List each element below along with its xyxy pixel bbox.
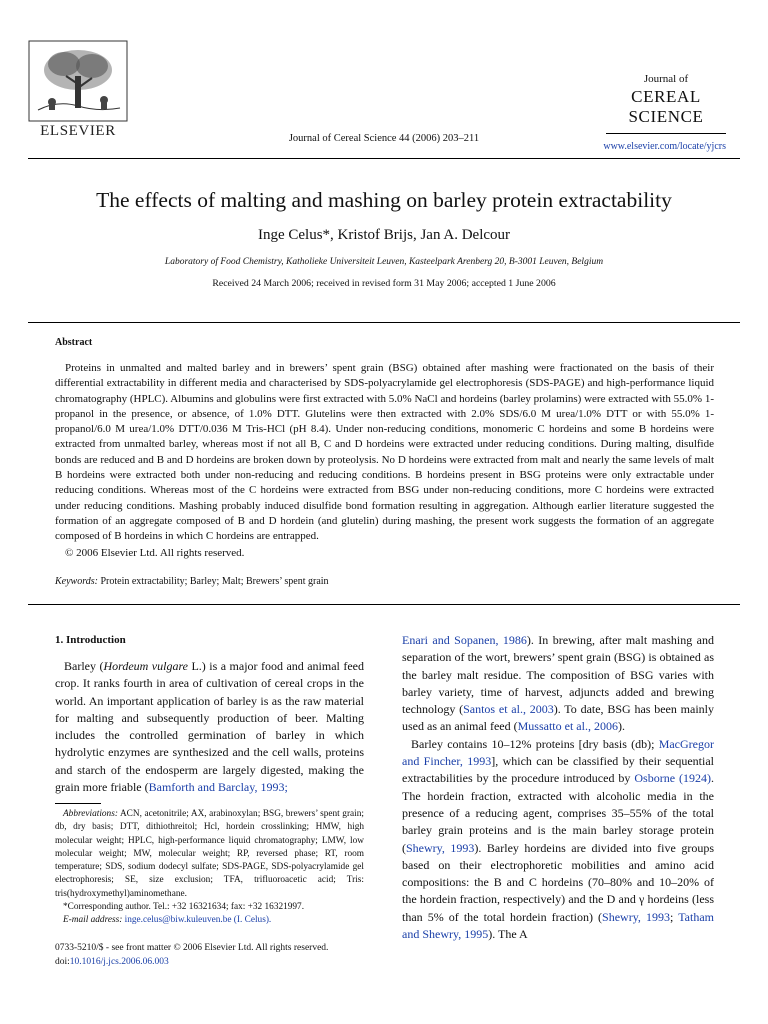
author-affiliation: Laboratory of Food Chemistry, Katholieke Universiteit Leuven, Kasteelpark Arenberg 20, B-3001 Leuven, Belgium	[164, 257, 604, 267]
right-paragraph-2	[402, 736, 714, 944]
body-text: ). Barley hordeins are divided into five groups based on their electrophoretic mobilities and amino acid compositions: the B and C hordeins (70–80% and 10–20% of the hordein fraction, respectively) and the D and γ hordeins (less than 5% of the total hordein fraction) (	[402, 840, 714, 924]
body-text: ). In brewing, after malt mashing and separation of the wort, brewers’ spent grain (BSG) is obtained as the barley malt residue. The composition of BSG varies with barley variety, time of harvest, adjuncts added and brewing technology (	[402, 633, 714, 717]
journal-of-label: Journal of	[643, 73, 689, 85]
abbreviations-footnote	[55, 808, 364, 901]
journal-logo-rule	[606, 133, 726, 134]
citation-link[interactable]: Tatham and Shewry, 1995	[402, 909, 714, 942]
doi-label: doi:	[55, 957, 70, 967]
front-matter	[55, 941, 328, 969]
abstract-bottom-rule	[28, 604, 740, 605]
right-paragraph-1	[402, 632, 714, 736]
species-name: Hordeum vulgare	[103, 659, 189, 673]
abstract-heading: Abstract	[55, 337, 93, 348]
body-text: ;	[670, 909, 679, 924]
footnotes	[55, 808, 364, 928]
abbreviations-label: Abbreviations:	[63, 809, 118, 819]
email-label: E-mail address:	[63, 915, 123, 926]
citation-link[interactable]: Santos et al., 2003	[463, 702, 554, 717]
citation-link[interactable]: Enari and Sopanen, 1986	[402, 633, 527, 647]
intro-paragraph	[55, 658, 364, 796]
body-text: . The hordein fraction, extracted with alcoholic media in the presence of a reducing agent, comprises 35–55% of the total barley grain proteins and is the main barley storage protein (	[402, 771, 714, 855]
body-text: Barley contains 10–12% proteins [dry basis (db);	[411, 736, 659, 751]
header-rule	[28, 158, 740, 159]
right-column-text	[402, 632, 714, 943]
journal-name-line2: SCIENCE	[628, 107, 704, 126]
body-text: ], which can be classified by their sequential extractabilities by the procedure introduced by	[402, 754, 714, 786]
abbreviations-text: ACN, acetonitrile; AX, arabinoxylan; BSG, brewers’ spent grain; db, dry basis; DTT, dithiothreitol; Hcl, hordein crosslinking; HMW, high molecular weight; HPLC, high-performance liquid chromatography; LMW, low molecular weight; MW, molecular weight; RP, reversed phase; RT, room temperature; SDS, sodium dodecyl sulfate; SDS-PAGE, SDS-polyacrylamide gel electrophoresis; SE, size exclusion; TFA, trifluoroacetic acid; Tris: tris(hydroxymethyl)aminomethane.	[55, 809, 364, 899]
received-dates: Received 24 March 2006; received in revised form 31 May 2006; accepted 1 June 2006	[212, 278, 556, 289]
corresponding-author: *Corresponding author. Tel.: +32 16321634; fax: +32 16321997.	[63, 902, 305, 913]
abstract-top-rule	[28, 322, 740, 323]
citation-link[interactable]: Mussatto et al., 2006	[517, 719, 618, 734]
footnote-rule	[55, 803, 101, 804]
doi-line	[55, 955, 328, 969]
abstract-copyright: © 2006 Elsevier Ltd. All rights reserved.	[65, 547, 245, 559]
body-text: ).	[617, 719, 625, 734]
doi-link[interactable]: 10.1016/j.jcs.2006.06.003	[69, 957, 169, 967]
citation-link[interactable]: MacGregor and Fincher, 1993	[402, 736, 714, 769]
keywords-list: Protein extractability; Barley; Malt; Brewers’ spent grain	[100, 576, 329, 587]
body-text: ). The A	[488, 927, 528, 942]
intro-text-1: Barley (	[64, 659, 104, 673]
body-text: ). To date, BSG has been mainly used as an animal feed (	[402, 702, 714, 734]
keywords-label: Keywords:	[55, 576, 98, 587]
citation-link[interactable]: Bamforth and Barclay, 1993;	[148, 780, 288, 795]
journal-name	[606, 87, 726, 127]
email-link[interactable]: inge.celus@biw.kuleuven.be (I. Celus).	[124, 915, 272, 926]
journal-name-line1: CEREAL	[631, 87, 701, 106]
intro-text-2: L.) is a major food and animal feed crop. It ranks fourth in area of cultivation of cereal crops in the world. An important application of barley is as the raw material for malting and subsequently production of beer. Malting includes the controlled germination of barley in which hydrolytic enzymes are synthesized and the cell walls, proteins and starch of the endosperm are largely digested, making the grain more friable (	[55, 659, 364, 795]
journal-url-link[interactable]: www.elsevier.com/locate/yjcrs	[603, 141, 726, 152]
publisher-name: ELSEVIER	[40, 123, 116, 139]
section-heading-introduction: 1. Introduction	[55, 634, 126, 646]
issn-line: 0733-5210/$ - see front matter © 2006 Elsevier Ltd. All rights reserved.	[55, 943, 329, 953]
keywords	[55, 576, 329, 587]
citation-link[interactable]: Shewry, 1993	[406, 840, 475, 855]
journal-reference: Journal of Cereal Science 44 (2006) 203–211	[288, 133, 480, 144]
email-footnote	[55, 914, 364, 927]
citation-link[interactable]: Osborne (1924)	[634, 771, 711, 786]
author-list: Inge Celus*, Kristof Brijs, Jan A. Delcour	[257, 227, 511, 243]
abstract-text: Proteins in unmalted and malted barley and in brewers’ spent grain (BSG) obtained after mashing were fractionated on the basis of their differential extractability in different media and characterised by SDS-polyacrylamide gel electrophoresis (SDS-PAGE) and high-performance liquid chromatography (HPLC). Albumins and globulins were first extracted with 5.0% NaCl and hordeins (barley prolamins) were extracted with 55.0% 1-propanol in the presence, or absence, of 1.0% DTT. Glutelins were then extracted with 2.0% SDS/6.0 M urea/1.0% DTT or with 55.0% 1-propanol/6.0 M urea/1.0% DTT/0.036 M Tris-HCl (pH 8.4). Under non-reducing conditions, monomeric C hordeins and some B hordeins were extracted from unmalted barley, whereas most if not all B, C and D hordeins were extracted under reducing conditions. During malting, disulfide bonds are reduced and B and D hordeins are broken down by proteolysis. No D hordeins were extracted from malt and nearly the same levels of malt B hordeins were extracted both under non-reducing and reducing conditions. B hordeins present in BSG proteins were only extractable under reducing conditions. Whereas most of the C hordeins were extracted from BSG under non-reducing conditions, more C hordeins were extracted under reducing conditions. Mashing probably induced disulfide bond formation resulting in aggregation. Although earlier literature suggested the formation of an aggregate composed of B and D hordein (and glutelin) during mashing, the present work suggests the formation of an aggregate composed of B hordeins in which C hordeins are entrapped.	[55, 362, 714, 543]
citation-link[interactable]: Shewry, 1993	[602, 909, 670, 924]
article-title: The effects of malting and mashing on barley protein extractability	[96, 188, 672, 212]
